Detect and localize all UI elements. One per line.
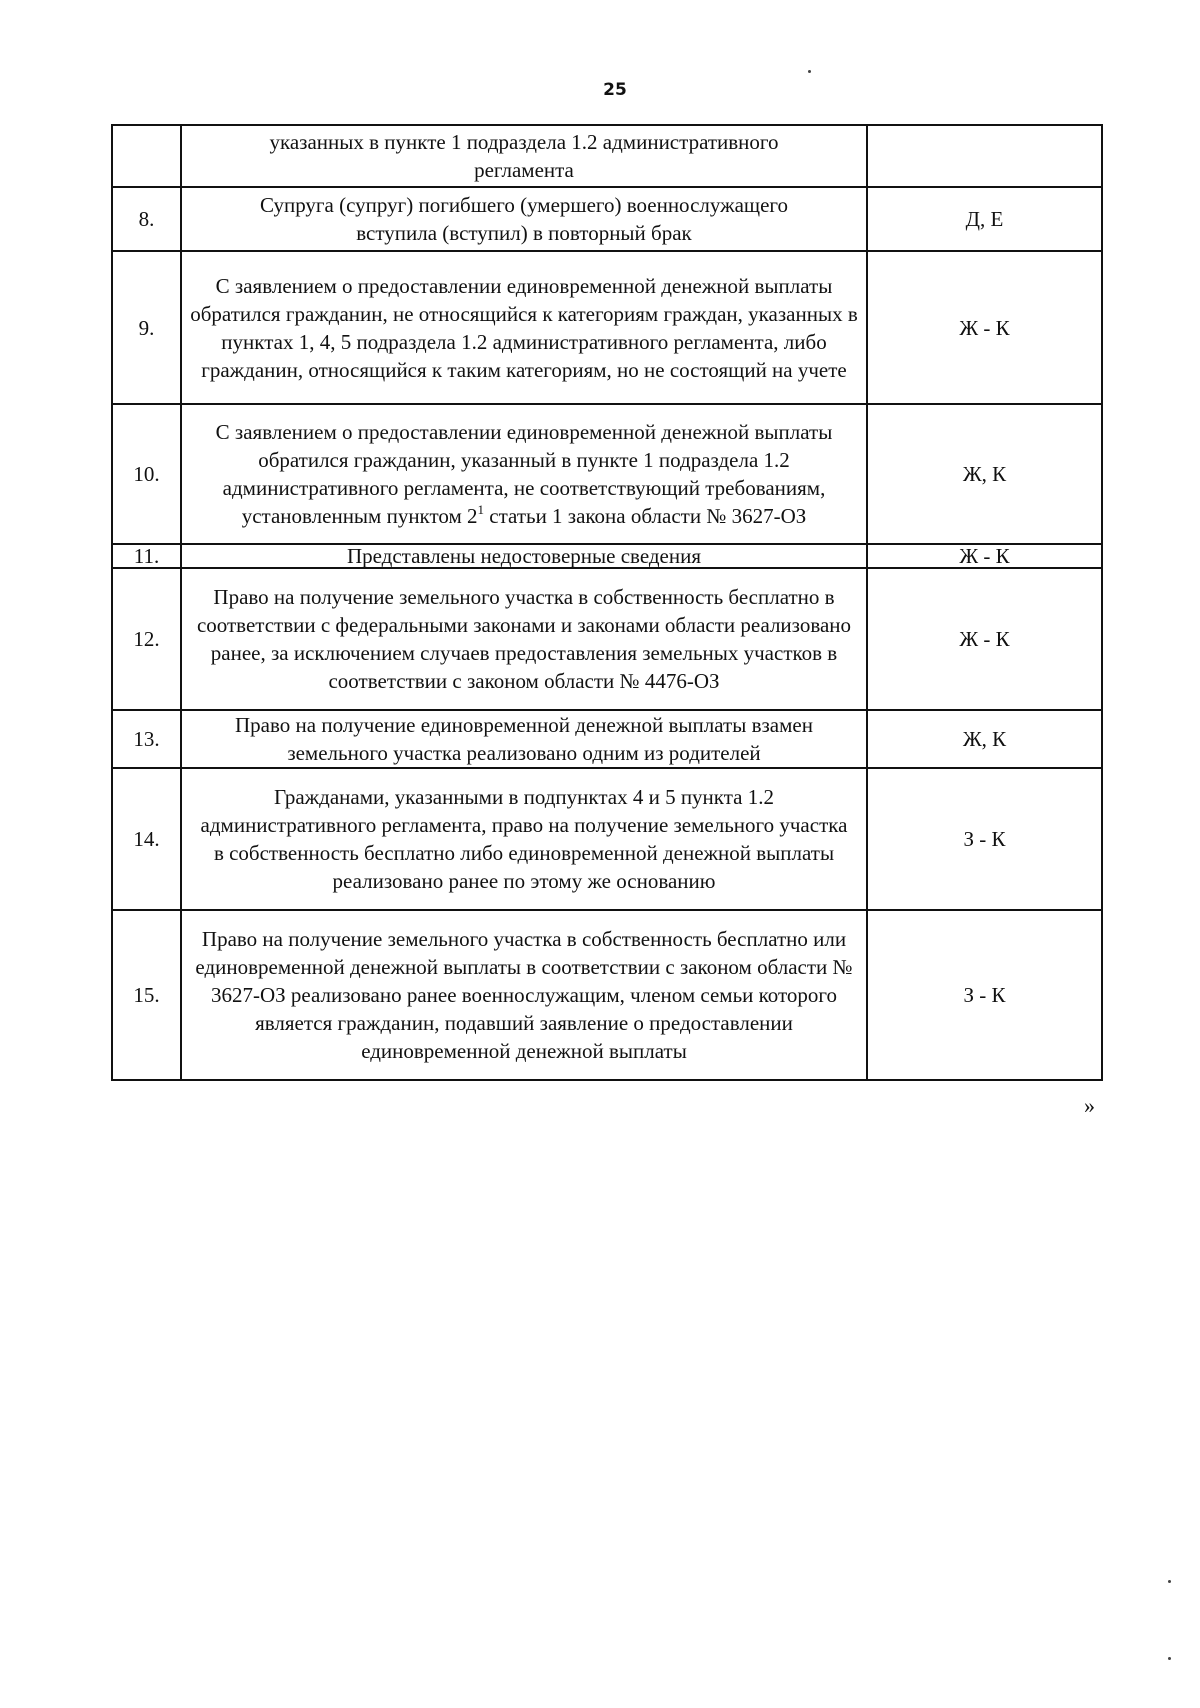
scan-speck (1168, 1580, 1171, 1583)
row-text: Право на получение земельного участка в собственность бесплатно в соответствии с федеральными законами и законами области реализовано ранее, за исключением случаев предоставления земельных участков в соответствии с законом области № 4476-ОЗ (181, 568, 867, 710)
row-number: 15. (112, 910, 181, 1080)
closing-quote: » (1084, 1093, 1095, 1118)
table-row (112, 251, 1102, 404)
scan-speck (1168, 1657, 1171, 1660)
table-row (112, 544, 1102, 568)
row-text: Право на получение земельного участка в собственность бесплатно или единовременной денежной выплаты в соответствии с законом области № 3627-ОЗ реализовано ранее военнослужащим, членом семьи которого является гражданин, подавший заявление о предоставлении единовременной денежной выплаты (181, 910, 867, 1080)
row-number: 14. (112, 768, 181, 910)
row-number (112, 125, 181, 187)
row-text: Представлены недостоверные сведения (181, 544, 867, 568)
row-code: Ж, К (867, 404, 1102, 544)
row-number: 10. (112, 404, 181, 544)
row-text: указанных в пункте 1 подраздела 1.2 административного регламента (181, 125, 867, 187)
row-code: Д, Е (867, 187, 1102, 251)
row-text: Гражданами, указанными в подпунктах 4 и 5 пункта 1.2 административного регламента, право на получение земельного участка в собственность бесплатно либо единовременной денежной выплаты реализовано ранее по этому же основанию (181, 768, 867, 910)
row-code: Ж - К (867, 544, 1102, 568)
row-code: З - К (867, 768, 1102, 910)
superscript: 1 (477, 502, 485, 517)
row-text (181, 404, 867, 544)
row-code: Ж, К (867, 710, 1102, 768)
reasons-table (111, 124, 1103, 1081)
row-code: З - К (867, 910, 1102, 1080)
row-code: Ж - К (867, 251, 1102, 404)
table-row (112, 910, 1102, 1080)
table-row (112, 710, 1102, 768)
row-text-tail: статьи 1 закона области № 3627-ОЗ (489, 504, 807, 528)
page-number: 25 (603, 80, 627, 100)
table-row (112, 568, 1102, 710)
scan-speck (808, 70, 811, 73)
row-code (867, 125, 1102, 187)
row-number: 13. (112, 710, 181, 768)
row-code: Ж - К (867, 568, 1102, 710)
row-text: Супруга (супруг) погибшего (умершего) военнослужащего вступила (вступил) в повторный брак (181, 187, 867, 251)
row-text: Право на получение единовременной денежной выплаты взамен земельного участка реализовано одним из родителей (181, 710, 867, 768)
row-text-main: С заявлением о предоставлении единовременной денежной выплаты обратился гражданин, указанный в пункте 1 подраздела 1.2 административного регламента, не соответствующий требованиям, установленным пунктом 2 (215, 420, 833, 528)
table-row (112, 768, 1102, 910)
table-row (112, 404, 1102, 544)
table-row (112, 125, 1102, 187)
table-row (112, 187, 1102, 251)
row-number: 12. (112, 568, 181, 710)
row-text: С заявлением о предоставлении единовременной денежной выплаты обратился гражданин, не относящийся к категориям граждан, указанных в пунктах 1, 4, 5 подраздела 1.2 административного регламента, либо гражданин, относящийся к таким категориям, но не состоящий на учете (181, 251, 867, 404)
row-number: 11. (112, 544, 181, 568)
row-number: 9. (112, 251, 181, 404)
row-number: 8. (112, 187, 181, 251)
